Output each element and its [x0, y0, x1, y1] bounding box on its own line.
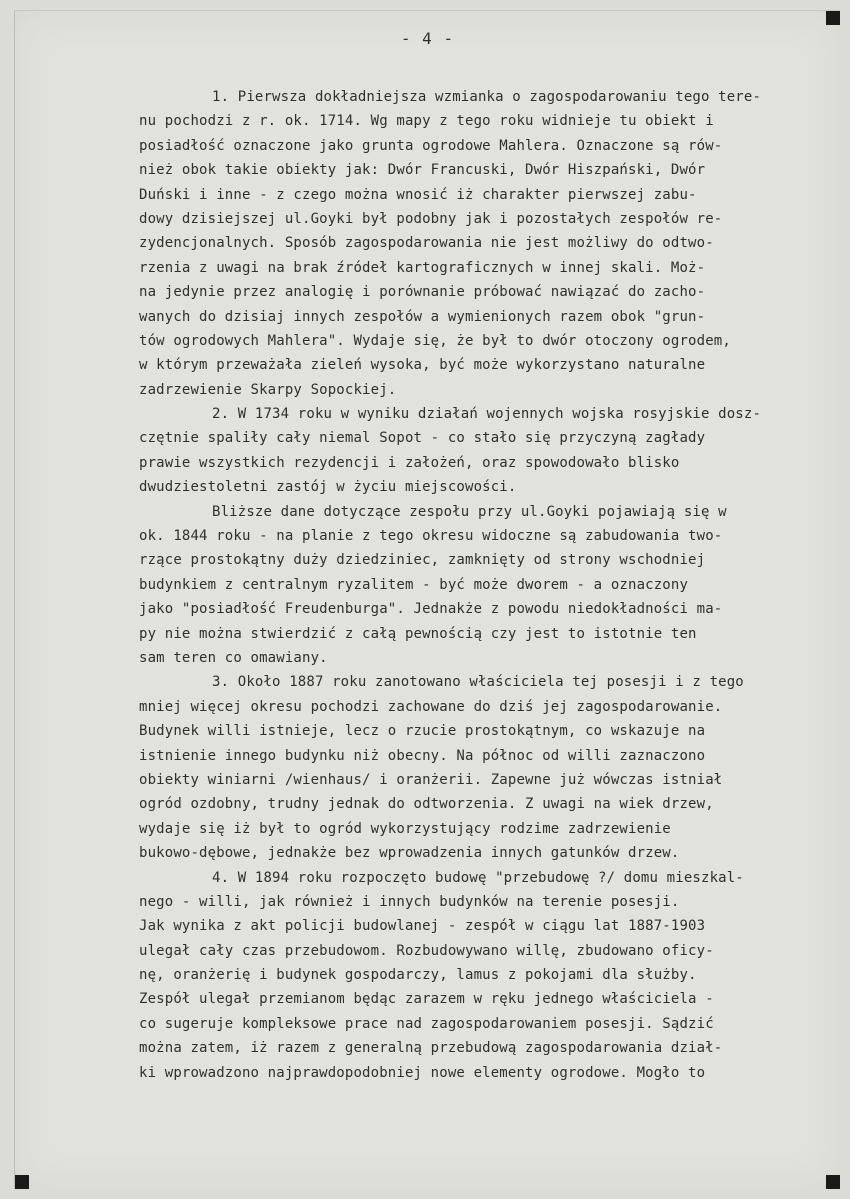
text-line: co sugeruje kompleksowe prace nad zagospodarowaniem posesji. Sądzić [139, 1015, 714, 1032]
text-line: prawie wszystkich rezydencji i założeń, oraz spowodowało blisko [139, 454, 680, 471]
text-line: ok. 1844 roku - na planie z tego okresu widoczne są zabudowania two- [139, 528, 723, 545]
text-line: zadrzewienie Skarpy Sopockiej. [139, 381, 397, 398]
scan-corner-mark [15, 1175, 29, 1189]
text-line: 1. Pierwsza dokładniejsza wzmianka o zagospodarowaniu tego tere- [212, 89, 762, 105]
text-line: czętnie spaliły cały niemal Sopot - co stało się przyczyną zagłady [139, 430, 706, 447]
text-line: wydaje się iż był to ogród wykorzystujący rodzime zadrzewienie [139, 820, 671, 837]
typewritten-text-body [139, 85, 839, 1085]
document-page [14, 10, 840, 1189]
text-line: py nie można stwierdzić z całą pewnością czy jest to istotnie ten [139, 625, 697, 642]
text-line: na jedynie przez analogię i porównanie próbować nawiązać do zacho- [139, 284, 706, 301]
text-line: 2. W 1734 roku w wyniku działań wojennych wojska rosyjskie dosz- [212, 406, 762, 423]
text-line: mniej więcej okresu pochodzi zachowane do dziś jej zagospodarowanie. [139, 698, 723, 715]
text-line: Zespół ulegał przemianom będąc zarazem w ręku jednego właściciela - [139, 991, 714, 1008]
text-line: Jak wynika z akt policji budowlanej - zespół w ciągu lat 1887-1903 [139, 918, 706, 935]
text-line: nę, oranżerię i budynek gospodarczy, lamus z pokojami dla służby. [139, 967, 697, 984]
text-line: ulegał cały czas przebudowom. Rozbudowywano willę, zbudowano oficy- [139, 942, 714, 959]
text-line: rzenia z uwagi na brak źródeł kartograficznych w innej skali. Moż- [139, 259, 706, 276]
text-line: sam teren co omawiany. [139, 649, 328, 666]
text-line: nież obok takie obiekty jak: Dwór Francuski, Dwór Hiszpański, Dwór [139, 162, 706, 179]
text-line: rzące prostokątny duży dziedziniec, zamknięty od strony wschodniej [139, 552, 706, 569]
text-line: obiekty winiarni /wienhaus/ i oranżerii. Zapewne już wówczas istniał [139, 771, 723, 788]
text-line: w którym przeważała zieleń wysoka, być może wykorzystano naturalne [139, 357, 706, 374]
text-line: nego - willi, jak również i innych budynków na terenie posesji. [139, 893, 680, 910]
text-line: ki wprowadzono najprawdopodobniej nowe elementy ogrodowe. Mogło to [139, 1064, 706, 1081]
scan-corner-mark [826, 11, 840, 25]
text-line: Duński i inne - z czego można wnosić iż charakter pierwszej zabu- [139, 186, 697, 203]
text-line: można zatem, iż razem z generalną przebudową zagospodarowania dział- [139, 1040, 723, 1057]
text-line: jako "posiadłość Freudenburga". Jednakże z powodu niedokładności ma- [139, 601, 723, 618]
text-line: wanych do dzisiaj innych zespołów a wymienionych razem obok "grun- [139, 308, 706, 325]
page-number: - 4 - [400, 29, 455, 48]
text-line: budynkiem z centralnym ryzalitem - być może dworem - a oznaczony [139, 576, 689, 593]
text-line: Budynek willi istnieje, lecz o rzucie prostokątnym, co wskazuje na [139, 723, 706, 740]
text-line: ogród ozdobny, trudny jednak do odtworzenia. Z uwagi na wiek drzew, [139, 796, 714, 813]
text-line: dwudziestoletni zastój w życiu miejscowości. [139, 479, 517, 496]
text-line: posiadłość oznaczone jako grunta ogrodowe Mahlera. Oznaczone są rów- [139, 137, 723, 154]
text-line: 3. Około 1887 roku zanotowano właściciela tej posesji i z tego [212, 674, 744, 691]
scan-corner-mark [826, 1175, 840, 1189]
text-line: bukowo-dębowe, jednakże bez wprowadzenia innych gatunków drzew. [139, 845, 680, 862]
text-line: istnienie innego budynku niż obecny. Na północ od willi zaznaczono [139, 747, 706, 764]
text-line: tów ogrodowych Mahlera". Wydaje się, że był to dwór otoczony ogrodem, [139, 332, 731, 349]
text-line: Bliższe dane dotyczące zespołu przy ul.Goyki pojawiają się w [212, 503, 727, 520]
text-line: zydencjonalnych. Sposób zagospodarowania nie jest możliwy do odtwo- [139, 235, 714, 252]
text-line: 4. W 1894 roku rozpoczęto budowę "przebudowę ?/ domu mieszkal- [212, 869, 744, 886]
text-line: nu pochodzi z r. ok. 1714. Wg mapy z tego roku widnieje tu obiekt i [139, 113, 714, 130]
text-line: dowy dzisiejszej ul.Goyki był podobny jak i pozostałych zespołów re- [139, 210, 723, 227]
